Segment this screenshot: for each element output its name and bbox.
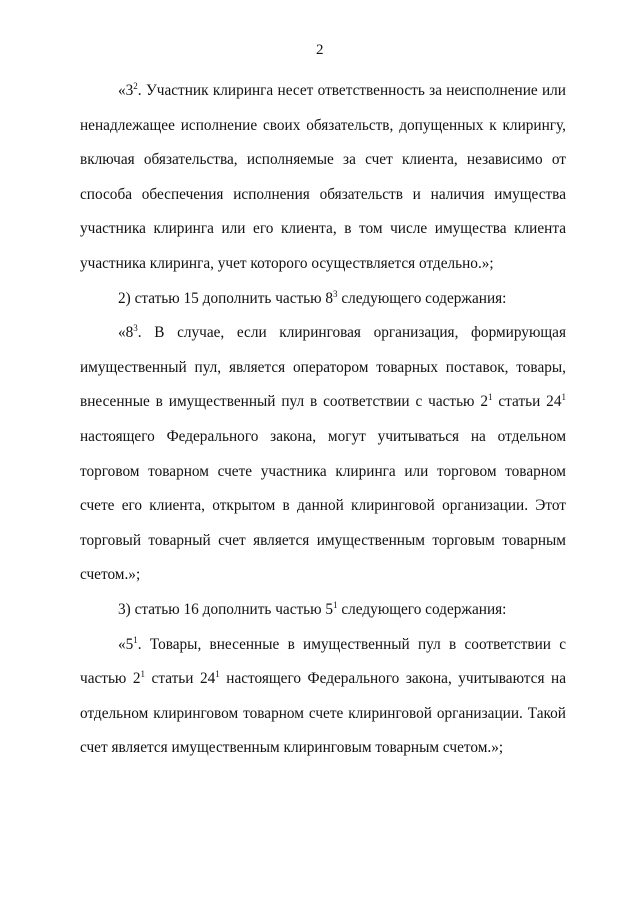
text-run: . Товары, внесенные в имущественный пул в соответствии с частью 2 bbox=[80, 635, 566, 688]
text-run: настоящего Федерального закона, учитываются на отдельном клиринговом товарном счете клиринговой организации. Такой счет является имущественным клиринговым товарным счетом.»; bbox=[80, 670, 566, 757]
text-run: настоящего Федерального закона, могут учитываться на отдельном торговом товарном счете участника клиринга или торговом товарном счете его клиента, открытом в данной клиринговой организации. Этот торговый товарный счет является имущественным торговым товарным счетом.»; bbox=[80, 427, 566, 584]
text-run: статьи 24 bbox=[492, 393, 562, 411]
paragraph-clause-3-2 bbox=[80, 74, 566, 282]
text-run: «8 bbox=[118, 324, 134, 342]
text-run: «3 bbox=[118, 82, 134, 99]
superscript: 1 bbox=[140, 669, 146, 680]
superscript: 1 bbox=[488, 392, 493, 403]
superscript: 3 bbox=[333, 288, 338, 299]
text-run: следующего содержания: bbox=[337, 289, 507, 307]
superscript: 1 bbox=[133, 634, 138, 645]
superscript: 1 bbox=[333, 599, 338, 610]
text-run: «5 bbox=[118, 635, 134, 653]
paragraph-amend-article-15 bbox=[80, 282, 566, 317]
page-number: 2 bbox=[316, 42, 324, 58]
superscript: 2 bbox=[133, 81, 138, 91]
paragraph-clause-8-3 bbox=[80, 316, 566, 593]
text-run: 3) статью 16 дополнить частью 5 bbox=[118, 600, 334, 618]
paragraph-amend-article-16 bbox=[80, 593, 566, 628]
text-run: следующего содержания: bbox=[337, 600, 507, 618]
text-run: . В случае, если клиринговая организация, формирующая имущественный пул, является оператором товарных поставок, товары, внесенные в имущественный пул в соответствии с частью 2 bbox=[80, 324, 566, 411]
text-run: . Участник клиринга несет ответственность за неисполнение или ненадлежащее исполнение своих обязательств, допущенных к клирингу, включая обязательства, исполняемые за счет клиента, независимо от способа обеспечения исполнения обязательств и наличия имущества участника клиринга или его клиента, в том числе имущества клиента участника клиринга, учет которого осуществляется отдельно.»; bbox=[80, 82, 566, 272]
superscript: 1 bbox=[215, 669, 220, 680]
superscript: 1 bbox=[561, 392, 566, 403]
paragraph-clause-5-1 bbox=[80, 628, 566, 766]
text-run: статьи 24 bbox=[145, 670, 216, 688]
document-body bbox=[80, 74, 566, 766]
text-run: 2) статью 15 дополнить частью 8 bbox=[118, 289, 334, 307]
superscript: 3 bbox=[133, 323, 138, 334]
